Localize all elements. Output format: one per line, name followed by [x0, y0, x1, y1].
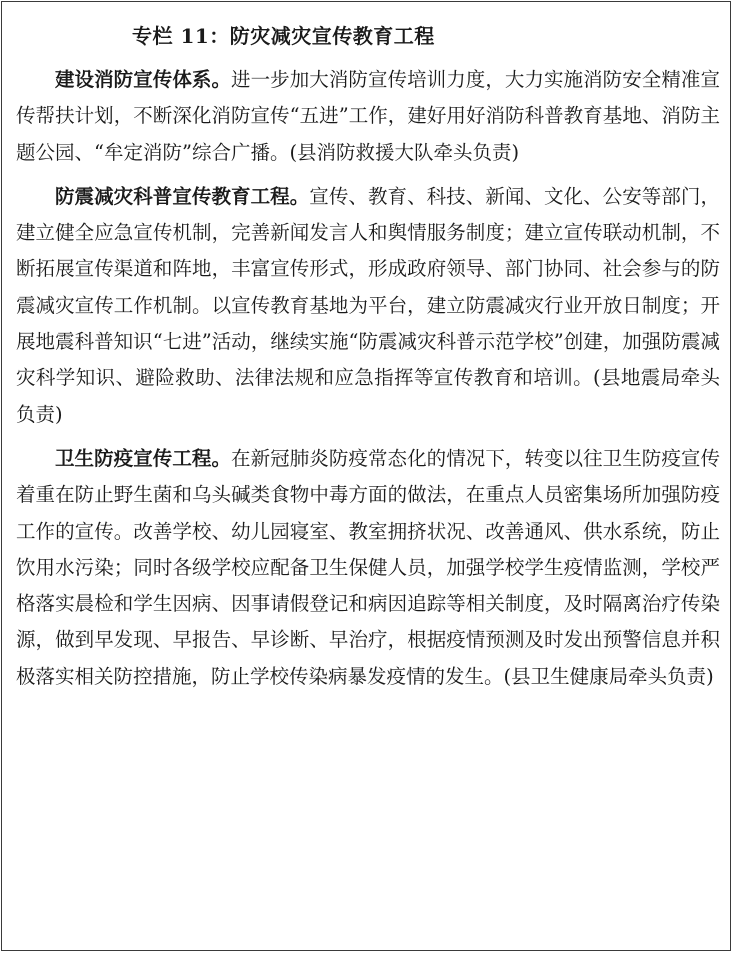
paragraph-lead: 建设消防宣传体系。	[55, 68, 232, 91]
paragraph-lead: 卫生防疫宣传工程。	[55, 446, 232, 470]
paragraph-text: 在新冠肺炎防疫常态化的情况下，转变以往卫生防疫宣传着重在防止野生菌和乌头碱类食物中毒方面的做法，在重点人员密集场所加强防疫工作的宣传。改善学校、幼儿园寝室、教室拥挤状况、改善通风、供水系统，防止饮用水污染；同时各级学校应配备卫生保健人员，加强学校学生疫情监测，学校严格落实晨检和学生因病、因事请假登记和病因追踪等相关制度，及时隔离治疗传染源，做到早发现、早报告、早诊断、早治疗，根据疫情预测及时发出预警信息并积极落实相关防控措施，防止学校传染病暴发疫情的发生。(县卫生健康局牵头负责)	[16, 446, 720, 688]
paragraph-text: 宣传、教育、科技、新闻、文化、公安等部门，建立健全应急宣传机制，完善新闻发言人和舆情服务制度；建立宣传联动机制，不断拓展宣传渠道和阵地，丰富宣传形式，形成政府领导、部门协同、社会参与的防震减灾宣传工作机制。以宣传教育基地为平台，建立防震减灾行业开放日制度；开展地震科普知识“七进”活动，继续实施“防震减灾科普示范学校”创建，加强防震减灾科学知识、避险救助、法律法规和应急指挥等宣传教育和培训。(县地震局牵头负责)	[16, 184, 720, 426]
paragraph-epidemic	[16, 441, 720, 695]
paragraph-earthquake	[16, 179, 720, 433]
column-box	[1, 1, 731, 951]
paragraph-text: 进一步加大消防宣传培训力度，大力实施消防安全精准宣传帮扶计划，不断深化消防宣传“五进”工作，建好用好消防科普教育基地、消防主题公园、“牟定消防”综合广播。(县消防救援大队牵头负责)	[16, 68, 720, 164]
paragraph-fire-safety	[16, 62, 720, 171]
paragraph-lead: 防震减灾科普宣传教育工程。	[55, 184, 310, 208]
column-body	[16, 62, 720, 703]
column-title: 专栏 11：防灾减灾宣传教育工程	[132, 24, 435, 48]
